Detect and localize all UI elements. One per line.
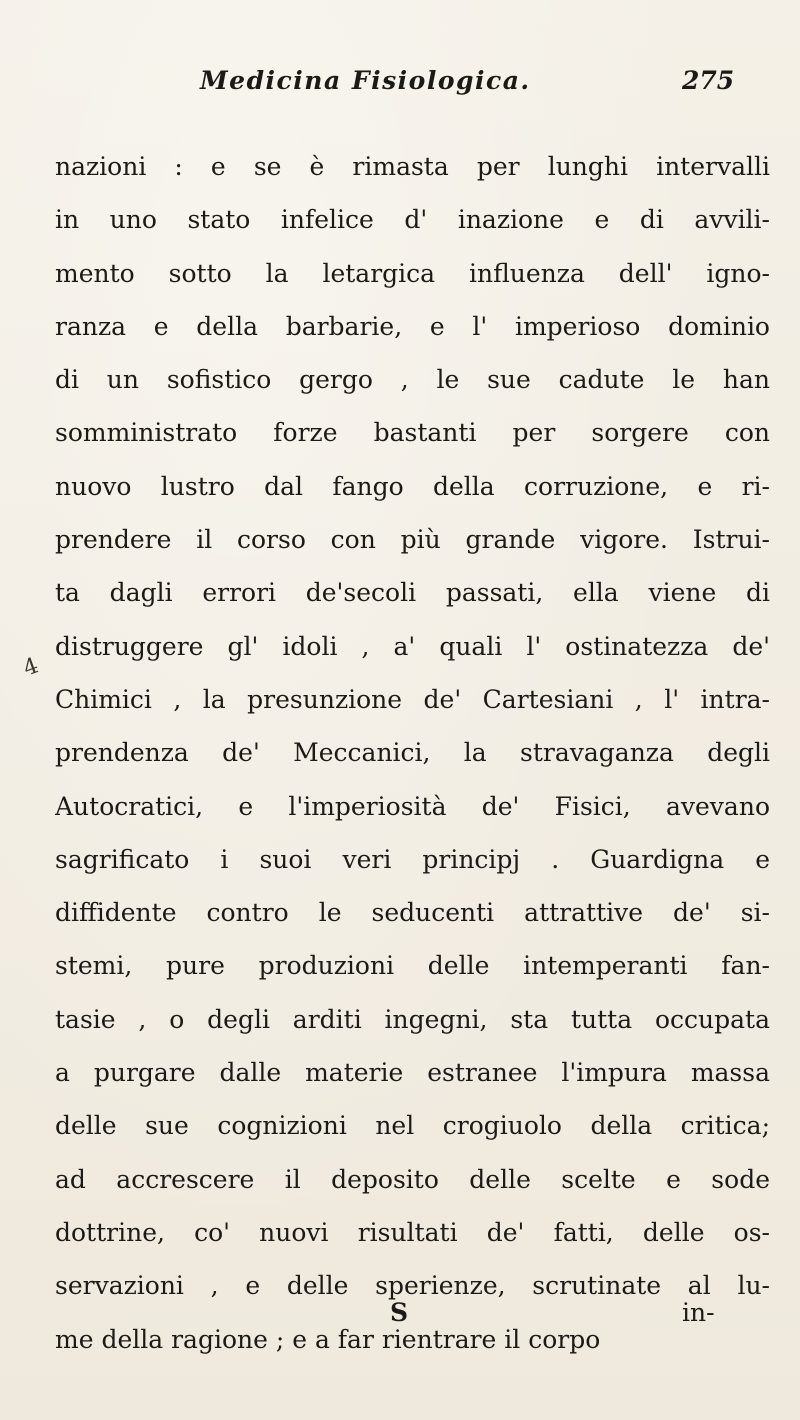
text-line: me della ragione ; e a far rientrare il corpo: [55, 1324, 601, 1354]
text-line: diffidente contro le seducenti attrattive de' si-: [55, 898, 770, 928]
text-line: nuovo lustro dal fango della corruzione, e ri-: [55, 471, 770, 501]
page-footer: [0, 1288, 800, 1338]
text-line: prendere il corso con più grande vigore. Istrui-: [55, 525, 770, 555]
text-line: prendenza de' Meccanici, la stravaganza degli: [55, 738, 770, 768]
text-line: servazioni , e delle sperienze, scrutinate al lu-: [55, 1271, 770, 1301]
text-line: nazioni : e se è rimasta per lunghi intervalli: [55, 152, 770, 181]
text-line: dottrine, co' nuovi risultati de' fatti, delle os-: [55, 1217, 770, 1247]
text-line: ad accrescere il deposito delle scelte e sode: [55, 1164, 770, 1194]
body-text: [55, 140, 770, 1366]
text-line: somministrato forze bastanti per sorgere con: [55, 418, 770, 448]
text-line: Chimici , la presunzione de' Cartesiani , l' intra-: [55, 684, 770, 714]
text-line: tasie , o degli arditi ingegni, sta tutta occupata: [55, 1004, 770, 1034]
text-line: di un sofistico gergo , le sue cadute le han: [55, 365, 770, 395]
signature-mark: S: [390, 1298, 409, 1327]
text-line: ranza e della barbarie, e l' imperioso dominio: [55, 311, 770, 341]
text-line: stemi, pure produzioni delle intemperanti fan-: [55, 951, 770, 981]
text-line: Autocratici, e l'imperiosità de' Fisici, avevano: [55, 791, 770, 821]
catchword: in-: [682, 1298, 715, 1327]
text-line: distruggere gl' idoli , a' quali l' ostinatezza de': [55, 631, 770, 661]
text-line: a purgare dalle materie estranee l'impura massa: [55, 1058, 770, 1088]
margin-mark: 4: [20, 653, 42, 682]
text-line: ta dagli errori de'secoli passati, ella viene di: [55, 578, 770, 608]
text-line: sagrificato i suoi veri principj . Guardigna e: [55, 844, 770, 874]
running-title: Medicina Fisiologica.: [200, 66, 531, 95]
page-number: 275: [682, 66, 735, 95]
page-header: [0, 58, 800, 106]
text-line: mento sotto la letargica influenza dell' igno-: [55, 258, 770, 288]
text-line: in uno stato infelice d' inazione e di avvili-: [55, 205, 770, 235]
text-line: delle sue cognizioni nel crogiuolo della critica;: [55, 1111, 770, 1141]
